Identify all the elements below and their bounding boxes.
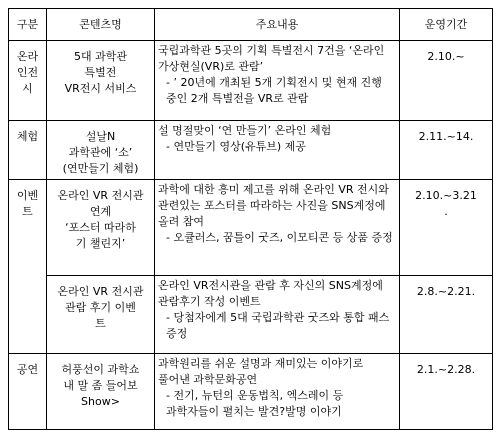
content-cell xyxy=(47,41,155,121)
main-line: 설 명절맞이 ‘연 만들기’ 온라인 체험 xyxy=(158,124,332,137)
period-cell: 2.10.~3.21 . xyxy=(400,180,493,276)
content-line: 온라인 VR 전시관 xyxy=(57,189,144,202)
header-row xyxy=(9,9,493,41)
content-line: (연만들기 체험) xyxy=(62,162,139,175)
table-row xyxy=(9,41,493,121)
period-cell: 2.1.~2.28. xyxy=(400,354,493,430)
main-line: - ’ 20년에 개최된 5개 기획전시 및 현재 진행 중인 2개 특별전을 VR로 관람 xyxy=(166,76,382,105)
content-line: 설날N xyxy=(85,130,116,143)
content-line: 관람 후기 이벤 xyxy=(65,301,136,314)
main-line: - 당첨자에게 5대 국립과학관 굿즈와 통합 패스 증정 xyxy=(166,311,390,340)
content-line: 온라인 VR 전시관 xyxy=(57,285,144,298)
header-period: 운영기간 xyxy=(400,9,493,41)
main-cell xyxy=(155,354,400,430)
main-cell xyxy=(155,121,400,180)
content-cell xyxy=(47,121,155,180)
content-line: 트 xyxy=(95,317,106,330)
period-cell: 2.8.~2.21. xyxy=(400,276,493,354)
category-cell: 이벤트 xyxy=(9,180,47,354)
period-cell: 2.10.~ xyxy=(400,41,493,121)
main-line: 국립과학관 5곳의 기획 특별전시 7건을 ‘온라인 가상현실(VR)로 관람’ xyxy=(158,44,385,73)
main-line: 과학원리를 쉬운 설명과 재미있는 이야기로 풀어낸 과학문화공연 xyxy=(158,357,364,386)
category-cell: 체험 xyxy=(9,121,47,180)
content-line: 과학관에 ‘소’ xyxy=(68,146,133,159)
content-line: ‘포스터 따라하 xyxy=(65,221,136,234)
main-cell xyxy=(155,180,400,276)
category-cell: 온라인전시 xyxy=(9,41,47,121)
main-cell xyxy=(155,276,400,354)
main-line: - 전기, 뉴턴의 운동법칙, 엑스레이 등 과학자들이 펼치는 발견?발명 이야기 xyxy=(166,389,344,418)
main-line: 온라인 VR전시관을 관람 후 자신의 SNS계정에 관람후기 작성 이벤트 xyxy=(158,279,383,308)
main-line: - 연만들기 영상(유튜브) 제공 xyxy=(166,140,306,153)
table-row xyxy=(9,180,493,276)
header-main: 주요내용 xyxy=(155,9,400,41)
content-line: 5대 과학관 xyxy=(74,50,127,63)
content-cell xyxy=(47,180,155,276)
schedule-table xyxy=(8,8,493,430)
content-line: 연계 xyxy=(89,205,112,218)
content-line: VR전시 서비스 xyxy=(64,82,137,95)
main-cell xyxy=(155,41,400,121)
table-row xyxy=(9,276,493,354)
period-cell: 2.11.~14. xyxy=(400,121,493,180)
header-category: 구분 xyxy=(9,9,47,41)
table-row xyxy=(9,121,493,180)
category-cell: 공연 xyxy=(9,354,47,430)
content-cell xyxy=(47,354,155,430)
content-line: 내 말 좀 들어보 xyxy=(63,379,138,392)
header-content: 콘텐츠명 xyxy=(47,9,155,41)
content-cell xyxy=(47,276,155,354)
main-line: 과학에 대한 흥미 제고를 위해 온라인 VR 전시와 관련있는 포스터를 따라하는 사진을 SNS계정에 올려 참여 xyxy=(158,183,389,228)
content-line: Show> xyxy=(81,395,120,408)
content-line: 기 챌린지’ xyxy=(75,237,126,250)
table-row xyxy=(9,354,493,430)
main-line: - 오큘러스, 꿈틀이 굿즈, 이모티콘 등 상품 증정 xyxy=(166,231,393,244)
content-line: 특별전 xyxy=(84,66,117,79)
content-line: 허풍선이 과학쇼 xyxy=(61,363,140,376)
